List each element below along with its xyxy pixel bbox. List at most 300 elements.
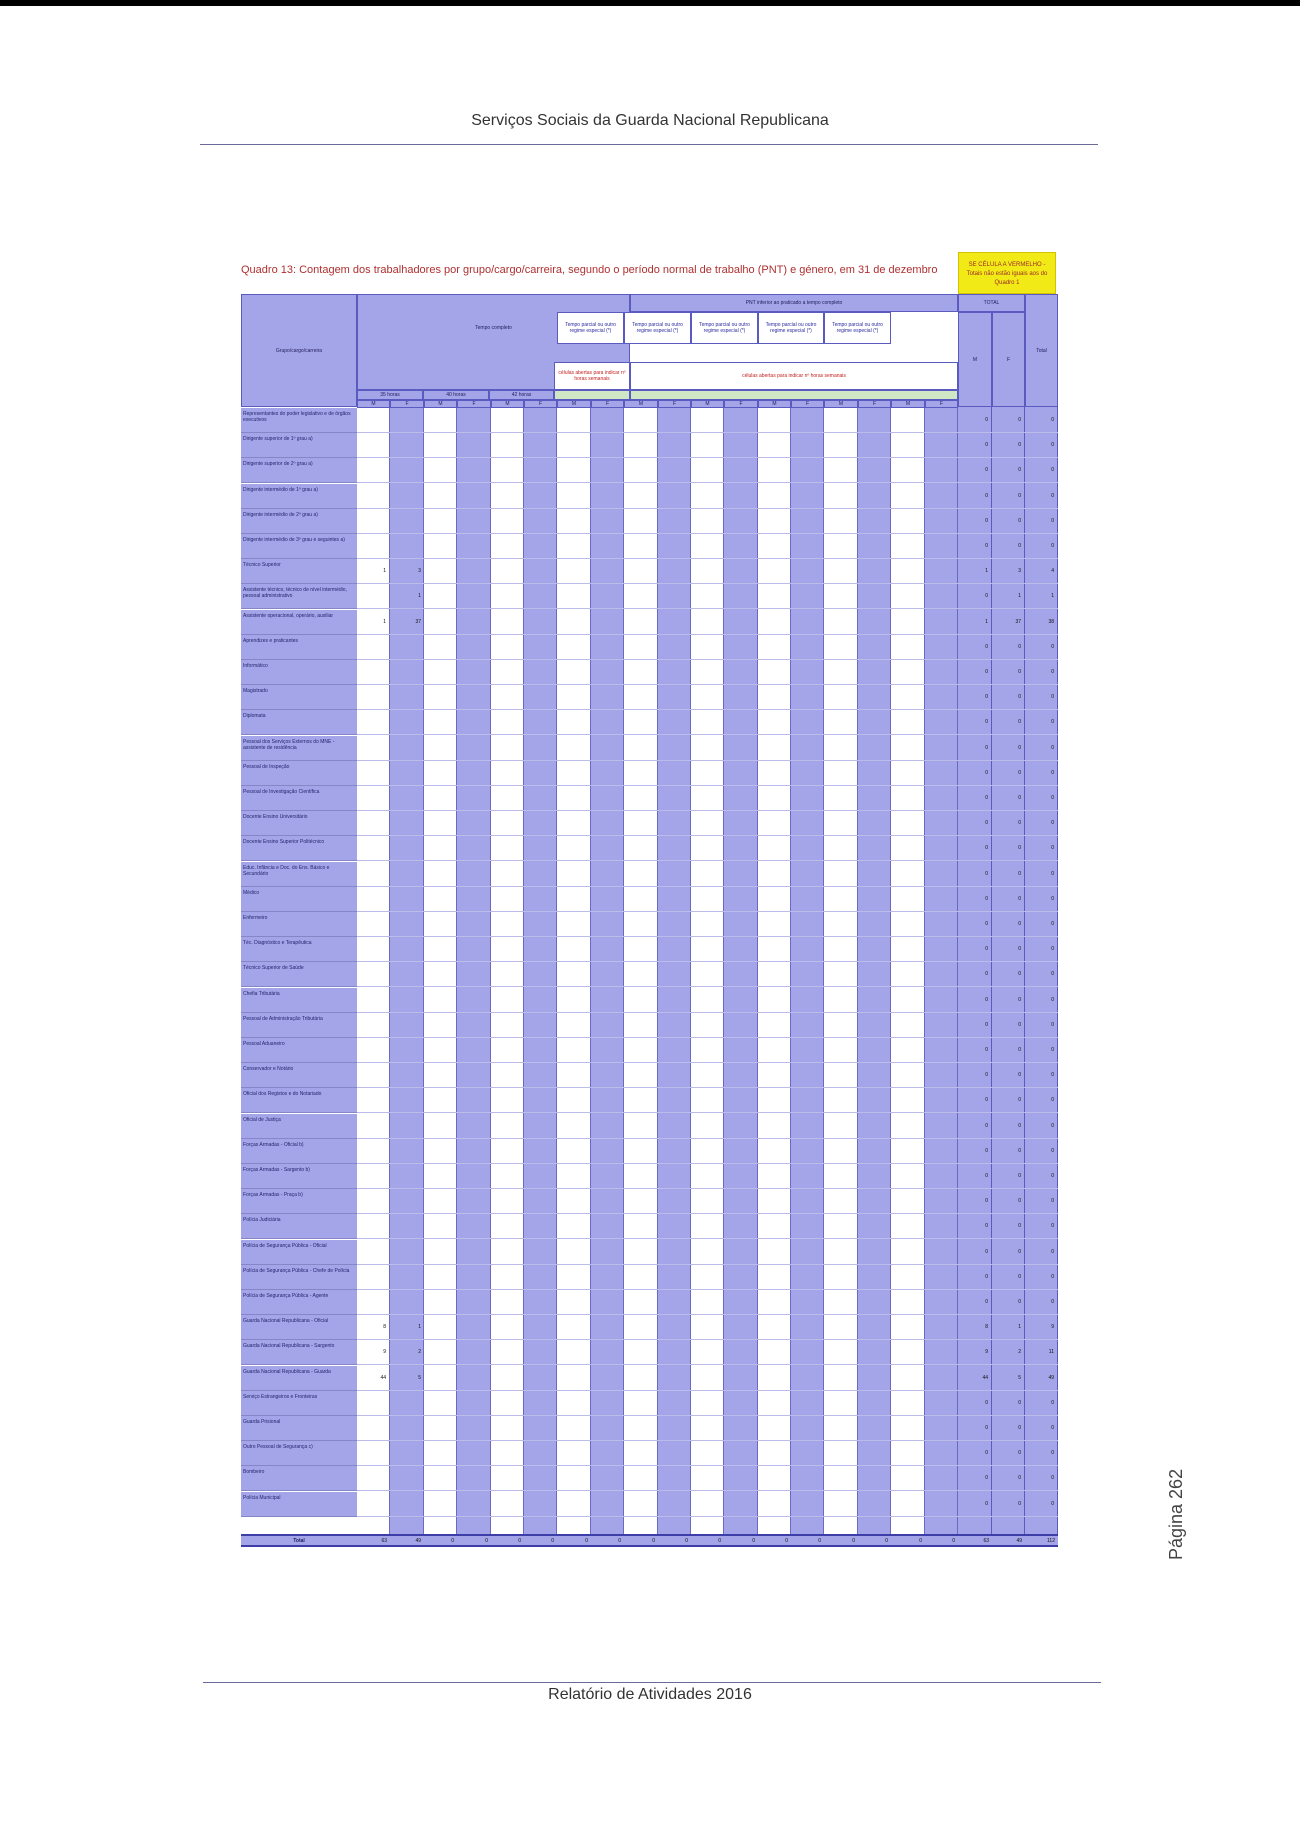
pnt-inferior-header: PNT inferior ao praticado a tempo completo <box>630 294 958 312</box>
total-m-header: M <box>958 312 992 407</box>
cell-f-35h: 37 <box>415 619 421 625</box>
row-divider <box>357 709 1058 710</box>
row-divider <box>357 760 1058 761</box>
tempo-completo-header: Tempo completo <box>357 294 630 390</box>
cell-total-m: 1 <box>985 568 988 574</box>
row-label: Guarda Prisional <box>241 1416 357 1441</box>
row-divider <box>357 1264 1058 1265</box>
cell-total-m: 0 <box>985 694 988 700</box>
cell-total-m: 0 <box>985 543 988 549</box>
f-subheader: F <box>524 400 557 408</box>
total-cell: 0 <box>852 1538 855 1544</box>
row-divider <box>357 1112 1058 1113</box>
cell-total-m: 0 <box>985 745 988 751</box>
cell-total: 0 <box>1051 644 1054 650</box>
row-label: Pessoal de Investigação Científica <box>241 786 357 811</box>
cell-total-f: 5 <box>1018 1375 1021 1381</box>
row-label: Guarda Nacional Republicana - Guarda <box>241 1366 357 1391</box>
cell-total: 0 <box>1051 770 1054 776</box>
open-cells-note-2: células abertas para indicar nº horas semanais <box>630 362 958 390</box>
row-divider <box>357 1440 1058 1441</box>
row-label: Forças Armadas - Praça b) <box>241 1189 357 1214</box>
m-subheader: M <box>491 400 524 408</box>
row-label: Aprendizes e praticantes <box>241 635 357 660</box>
table-caption: Quadro 13: Contagem dos trabalhadores por grupo/cargo/carreira, segundo o período normal de trabalho (PNT) e género, em 31 de dezembro <box>241 264 938 276</box>
cell-total: 9 <box>1051 1324 1054 1330</box>
cell-total: 0 <box>1051 1299 1054 1305</box>
total-cell: 0 <box>885 1538 888 1544</box>
cell-f-35h: 2 <box>418 1349 421 1355</box>
row-label: Téc. Diagnóstico e Terapêutica <box>241 937 357 962</box>
row-divider <box>357 1188 1058 1189</box>
total-cell: 0 <box>718 1538 721 1544</box>
cell-total-m: 0 <box>985 1249 988 1255</box>
row-divider <box>357 1163 1058 1164</box>
row-label: Dirigente intermédio de 2º grau a) <box>241 509 357 534</box>
warning-note: SE CÉLULA A VERMELHO - Totais não estão iguais aos do Quadro 1 <box>958 252 1056 294</box>
cell-total-f: 0 <box>1018 921 1021 927</box>
cell-total-f: 0 <box>1018 1047 1021 1053</box>
cell-total: 4 <box>1051 568 1054 574</box>
col-group-header: Grupo/cargo/carreira <box>241 294 357 407</box>
cell-total-f: 0 <box>1018 1475 1021 1481</box>
cell-f-35h: 1 <box>418 1324 421 1330</box>
total-cell: 0 <box>451 1538 454 1544</box>
row-divider <box>357 1314 1058 1315</box>
grand-total: 112 <box>1047 1538 1055 1544</box>
row-label: Docente Ensino Universitário <box>241 811 357 836</box>
cell-total-f: 0 <box>1018 820 1021 826</box>
row-divider <box>357 936 1058 937</box>
row-label: Oficial de Justiça <box>241 1114 357 1139</box>
cell-total: 0 <box>1051 493 1054 499</box>
row-label: Dirigente superior de 1º grau a) <box>241 433 357 458</box>
cell-total-m: 0 <box>985 1022 988 1028</box>
cell-total-f: 0 <box>1018 997 1021 1003</box>
row-divider <box>357 1339 1058 1340</box>
cell-total-m: 0 <box>985 593 988 599</box>
total-cell: 0 <box>919 1538 922 1544</box>
cell-total-m: 0 <box>985 1198 988 1204</box>
cell-total: 0 <box>1051 1400 1054 1406</box>
row-label: Pessoal Aduaneiro <box>241 1038 357 1063</box>
cell-total-m: 9 <box>985 1349 988 1355</box>
f-subheader: F <box>390 400 424 408</box>
row-divider <box>357 558 1058 559</box>
row-label: Dirigente intermédio de 1º grau a) <box>241 484 357 509</box>
hours-35-header: 35 horas <box>357 390 423 400</box>
cell-total: 0 <box>1051 921 1054 927</box>
row-divider <box>357 1213 1058 1214</box>
row-label: Educ. Infância e Doc. do Ens. Básico e Secundário <box>241 862 357 887</box>
cell-total: 0 <box>1051 694 1054 700</box>
partial-time-header: Tempo parcial ou outro regime especial (*) <box>691 312 758 344</box>
row-label: Dirigente intermédio de 3º grau e seguintes a) <box>241 534 357 559</box>
row-divider <box>357 659 1058 660</box>
cell-total-f: 0 <box>1018 896 1021 902</box>
row-label: Guarda Nacional Republicana - Sargento <box>241 1340 357 1365</box>
cell-total-f: 3 <box>1018 568 1021 574</box>
cell-total-m: 0 <box>985 1475 988 1481</box>
total-f-header: F <box>992 312 1025 407</box>
cell-total: 0 <box>1051 845 1054 851</box>
cell-total-m: 0 <box>985 1501 988 1507</box>
row-divider <box>357 1012 1058 1013</box>
row-label: Outro Pessoal de Segurança c) <box>241 1441 357 1466</box>
cell-total: 0 <box>1051 971 1054 977</box>
cell-f-35h: 3 <box>418 568 421 574</box>
m-subheader: M <box>424 400 457 408</box>
cell-total: 0 <box>1051 1249 1054 1255</box>
row-divider <box>357 1289 1058 1290</box>
cell-m-35h: 9 <box>383 1349 386 1355</box>
cell-total: 0 <box>1051 669 1054 675</box>
cell-total-f: 0 <box>1018 518 1021 524</box>
total-mf-header: TOTAL <box>958 294 1025 312</box>
cell-total: 0 <box>1051 820 1054 826</box>
cell-m-35h: 8 <box>383 1324 386 1330</box>
cell-total-f: 1 <box>1018 1324 1021 1330</box>
row-label: Técnico Superior <box>241 559 357 584</box>
row-divider <box>357 785 1058 786</box>
cell-total: 0 <box>1051 719 1054 725</box>
row-label: Serviço Estrangeiros e Fronteiras <box>241 1391 357 1416</box>
cell-total: 0 <box>1051 1198 1054 1204</box>
cell-total-m: 0 <box>985 1425 988 1431</box>
cell-total-f: 0 <box>1018 1249 1021 1255</box>
row-divider <box>357 508 1058 509</box>
row-divider <box>357 886 1058 887</box>
total-cell: 63 <box>381 1538 387 1544</box>
row-divider <box>357 634 1058 635</box>
m-subheader: M <box>824 400 858 408</box>
cell-total-m: 0 <box>985 1148 988 1154</box>
cell-total-f: 0 <box>1018 1123 1021 1129</box>
cell-total: 0 <box>1051 1223 1054 1229</box>
page-header: Serviços Sociais da Guarda Nacional Republicana <box>471 112 829 129</box>
f-subheader: F <box>591 400 624 408</box>
row-divider <box>357 608 1058 609</box>
cell-total-f: 37 <box>1015 619 1021 625</box>
row-label: Polícia Judiciária <box>241 1214 357 1239</box>
cell-f-35h: 1 <box>418 593 421 599</box>
total-cell: 0 <box>952 1538 955 1544</box>
green-band-1 <box>554 390 630 400</box>
cell-total-f: 0 <box>1018 543 1021 549</box>
cell-total-f: 0 <box>1018 417 1021 423</box>
cell-total-m: 0 <box>985 644 988 650</box>
cell-f-35h: 5 <box>418 1375 421 1381</box>
cell-m-35h: 44 <box>380 1375 386 1381</box>
green-band-2 <box>630 390 958 400</box>
cell-total: 0 <box>1051 1274 1054 1280</box>
cell-total-f: 0 <box>1018 467 1021 473</box>
cell-total-f: 0 <box>1018 493 1021 499</box>
cell-total-m: 0 <box>985 1299 988 1305</box>
row-divider <box>357 1037 1058 1038</box>
row-label: Polícia Municipal <box>241 1492 357 1517</box>
row-divider <box>357 810 1058 811</box>
cell-total-f: 0 <box>1018 871 1021 877</box>
row-label: Pessoal de Administração Tributária <box>241 1013 357 1038</box>
cell-total-f: 0 <box>1018 669 1021 675</box>
row-label: Pessoal de Inspeção <box>241 761 357 786</box>
row-label: Docente Ensino Superior Politécnico <box>241 836 357 861</box>
cell-total-m: 0 <box>985 770 988 776</box>
f-subheader: F <box>791 400 824 408</box>
row-divider <box>357 1062 1058 1063</box>
scan-top-edge <box>0 0 1300 6</box>
row-label: Assistente técnico, técnico de nível intermédio, pessoal administrativo <box>241 584 357 609</box>
m-subheader: M <box>624 400 658 408</box>
row-divider <box>357 911 1058 912</box>
total-col-header: Total <box>1025 294 1058 407</box>
page-number: Página 262 <box>1166 1468 1186 1560</box>
cell-total-m: 0 <box>985 1173 988 1179</box>
cell-total-m: 0 <box>985 1097 988 1103</box>
row-label: Técnico Superior de Saúde <box>241 962 357 987</box>
cell-total-f: 0 <box>1018 694 1021 700</box>
cell-total-m: 0 <box>985 820 988 826</box>
cell-total-m: 0 <box>985 1223 988 1229</box>
f-subheader: F <box>457 400 491 408</box>
cell-total: 0 <box>1051 1148 1054 1154</box>
cell-total-m: 0 <box>985 1400 988 1406</box>
grand-total-m: 63 <box>983 1538 989 1544</box>
cell-total: 0 <box>1051 1173 1054 1179</box>
row-label: Representantes do poder legislativo e de órgãos executivos <box>241 408 357 433</box>
row-divider <box>357 986 1058 987</box>
cell-total-m: 0 <box>985 669 988 675</box>
cell-total: 0 <box>1051 1022 1054 1028</box>
total-cell: 0 <box>585 1538 588 1544</box>
cell-total: 0 <box>1051 442 1054 448</box>
row-divider <box>357 1364 1058 1365</box>
row-label: Forças Armadas - Sargento b) <box>241 1164 357 1189</box>
cell-total-f: 0 <box>1018 644 1021 650</box>
cell-total-f: 0 <box>1018 1173 1021 1179</box>
cell-total-m: 0 <box>985 896 988 902</box>
workers-table <box>241 294 1058 1547</box>
row-divider <box>357 432 1058 433</box>
cell-total: 0 <box>1051 1047 1054 1053</box>
cell-total-f: 0 <box>1018 745 1021 751</box>
row-divider <box>357 1138 1058 1139</box>
partial-time-header: Tempo parcial ou outro regime especial (*) <box>758 312 824 344</box>
row-divider <box>357 835 1058 836</box>
cell-total-m: 0 <box>985 921 988 927</box>
total-cell: 0 <box>652 1538 655 1544</box>
row-divider <box>357 457 1058 458</box>
row-divider <box>357 1238 1058 1239</box>
row-divider <box>357 1516 1058 1517</box>
cell-total-m: 0 <box>985 1072 988 1078</box>
row-label: Polícia de Segurança Pública - Chefe de Polícia <box>241 1265 357 1290</box>
row-divider <box>357 583 1058 584</box>
total-cell: 0 <box>618 1538 621 1544</box>
cell-total-f: 0 <box>1018 1223 1021 1229</box>
cell-total: 0 <box>1051 1450 1054 1456</box>
cell-total-f: 0 <box>1018 770 1021 776</box>
row-divider <box>357 1390 1058 1391</box>
cell-total-f: 0 <box>1018 1072 1021 1078</box>
cell-total-f: 0 <box>1018 719 1021 725</box>
cell-total-m: 0 <box>985 1274 988 1280</box>
cell-total-f: 0 <box>1018 971 1021 977</box>
cell-total-m: 0 <box>985 719 988 725</box>
cell-total-m: 44 <box>982 1375 988 1381</box>
row-divider <box>357 533 1058 534</box>
cell-total-m: 0 <box>985 518 988 524</box>
row-label: Guarda Nacional Republicana - Oficial <box>241 1315 357 1340</box>
totals-row <box>241 1534 1058 1547</box>
cell-total-f: 0 <box>1018 1198 1021 1204</box>
totals-label: Total <box>293 1538 305 1544</box>
cell-m-35h: 1 <box>383 568 386 574</box>
footer-rule <box>203 1682 1101 1683</box>
row-label: Informático <box>241 660 357 685</box>
cell-total-m: 1 <box>985 619 988 625</box>
cell-total-m: 0 <box>985 1450 988 1456</box>
cell-total: 0 <box>1051 1501 1054 1507</box>
cell-total: 49 <box>1048 1375 1054 1381</box>
hours-42-header: 42 horas <box>489 390 554 400</box>
f-subheader: F <box>858 400 891 408</box>
total-cell: 0 <box>685 1538 688 1544</box>
total-cell: 0 <box>551 1538 554 1544</box>
cell-total-m: 0 <box>985 997 988 1003</box>
cell-total-f: 1 <box>1018 593 1021 599</box>
row-divider <box>357 1087 1058 1088</box>
cell-total-f: 0 <box>1018 1148 1021 1154</box>
total-cell: 49 <box>415 1538 421 1544</box>
row-divider <box>357 1465 1058 1466</box>
cell-total: 0 <box>1051 1425 1054 1431</box>
row-label: Dirigente superior de 2º grau a) <box>241 458 357 483</box>
total-cell: 0 <box>785 1538 788 1544</box>
cell-total-m: 0 <box>985 417 988 423</box>
cell-total: 0 <box>1051 1097 1054 1103</box>
cell-total-m: 0 <box>985 1047 988 1053</box>
cell-total-m: 0 <box>985 795 988 801</box>
total-cell: 0 <box>818 1538 821 1544</box>
header-rule <box>200 144 1098 145</box>
cell-total: 0 <box>1051 871 1054 877</box>
total-cell: 0 <box>752 1538 755 1544</box>
row-label: Médico <box>241 887 357 912</box>
cell-total: 0 <box>1051 543 1054 549</box>
cell-total-m: 0 <box>985 871 988 877</box>
partial-time-header: Tempo parcial ou outro regime especial (*) <box>624 312 691 344</box>
cell-total: 0 <box>1051 997 1054 1003</box>
grand-total-f: 49 <box>1016 1538 1022 1544</box>
row-label: Pessoal dos Serviços Externos do MNE - assistente de residência <box>241 736 357 761</box>
cell-total: 0 <box>1051 896 1054 902</box>
partial-time-header: Tempo parcial ou outro regime especial (*) <box>824 312 891 344</box>
cell-total-m: 0 <box>985 946 988 952</box>
cell-total: 0 <box>1051 417 1054 423</box>
m-subheader: M <box>891 400 925 408</box>
cell-total-m: 0 <box>985 442 988 448</box>
row-label: Forças Armadas - Oficial b) <box>241 1139 357 1164</box>
cell-total: 11 <box>1048 1349 1054 1355</box>
row-divider <box>357 961 1058 962</box>
cell-total: 0 <box>1051 795 1054 801</box>
open-cells-note-1: células abertas para indicar nº horas semanais <box>554 362 630 390</box>
cell-total-f: 2 <box>1018 1349 1021 1355</box>
cell-total: 0 <box>1051 946 1054 952</box>
row-divider <box>357 1490 1058 1491</box>
row-label: Magistrado <box>241 685 357 710</box>
row-divider <box>357 482 1058 483</box>
f-subheader: F <box>724 400 758 408</box>
m-subheader: M <box>357 400 390 408</box>
cell-total-f: 0 <box>1018 845 1021 851</box>
cell-total: 0 <box>1051 1475 1054 1481</box>
cell-total: 0 <box>1051 1072 1054 1078</box>
cell-total-f: 0 <box>1018 1400 1021 1406</box>
row-label: Diplomata <box>241 710 357 735</box>
cell-total-m: 0 <box>985 467 988 473</box>
cell-total-m: 0 <box>985 971 988 977</box>
cell-total-m: 0 <box>985 493 988 499</box>
m-subheader: M <box>691 400 724 408</box>
row-divider <box>357 860 1058 861</box>
cell-m-35h: 1 <box>383 619 386 625</box>
m-subheader: M <box>557 400 591 408</box>
row-label: Assistente operacional, operário, auxiliar <box>241 610 357 635</box>
cell-total: 0 <box>1051 518 1054 524</box>
row-divider <box>357 684 1058 685</box>
m-subheader: M <box>758 400 791 408</box>
cell-total-m: 0 <box>985 1123 988 1129</box>
cell-total-m: 0 <box>985 845 988 851</box>
cell-total-f: 0 <box>1018 1299 1021 1305</box>
cell-total-f: 0 <box>1018 795 1021 801</box>
cell-total-f: 0 <box>1018 1501 1021 1507</box>
cell-total: 0 <box>1051 1123 1054 1129</box>
total-cell: 0 <box>518 1538 521 1544</box>
cell-total-f: 0 <box>1018 442 1021 448</box>
row-divider <box>357 734 1058 735</box>
cell-total-f: 0 <box>1018 1097 1021 1103</box>
row-divider <box>357 1415 1058 1416</box>
cell-total: 0 <box>1051 745 1054 751</box>
partial-time-header: Tempo parcial ou outro regime especial (*) <box>557 312 624 344</box>
row-label: Oficial dos Registos e do Notariado <box>241 1088 357 1113</box>
hours-40-header: 40 horas <box>423 390 489 400</box>
cell-total-f: 0 <box>1018 946 1021 952</box>
cell-total-f: 0 <box>1018 1450 1021 1456</box>
row-label: Polícia de Segurança Pública - Agente <box>241 1290 357 1315</box>
row-label: Bombeiro <box>241 1466 357 1491</box>
cell-total-m: 8 <box>985 1324 988 1330</box>
page-footer: Relatório de Atividades 2016 <box>548 1686 752 1703</box>
cell-total: 1 <box>1051 593 1054 599</box>
row-label: Conservador e Notário <box>241 1063 357 1088</box>
cell-total-f: 0 <box>1018 1425 1021 1431</box>
f-subheader: F <box>925 400 958 408</box>
row-label: Polícia de Segurança Pública - Oficial <box>241 1240 357 1265</box>
f-subheader: F <box>658 400 691 408</box>
cell-total: 38 <box>1048 619 1054 625</box>
cell-total: 0 <box>1051 467 1054 473</box>
cell-total-f: 0 <box>1018 1274 1021 1280</box>
cell-total-f: 0 <box>1018 1022 1021 1028</box>
row-label: Enfermeiro <box>241 912 357 937</box>
total-cell: 0 <box>485 1538 488 1544</box>
row-label: Chefia Tributária <box>241 988 357 1013</box>
